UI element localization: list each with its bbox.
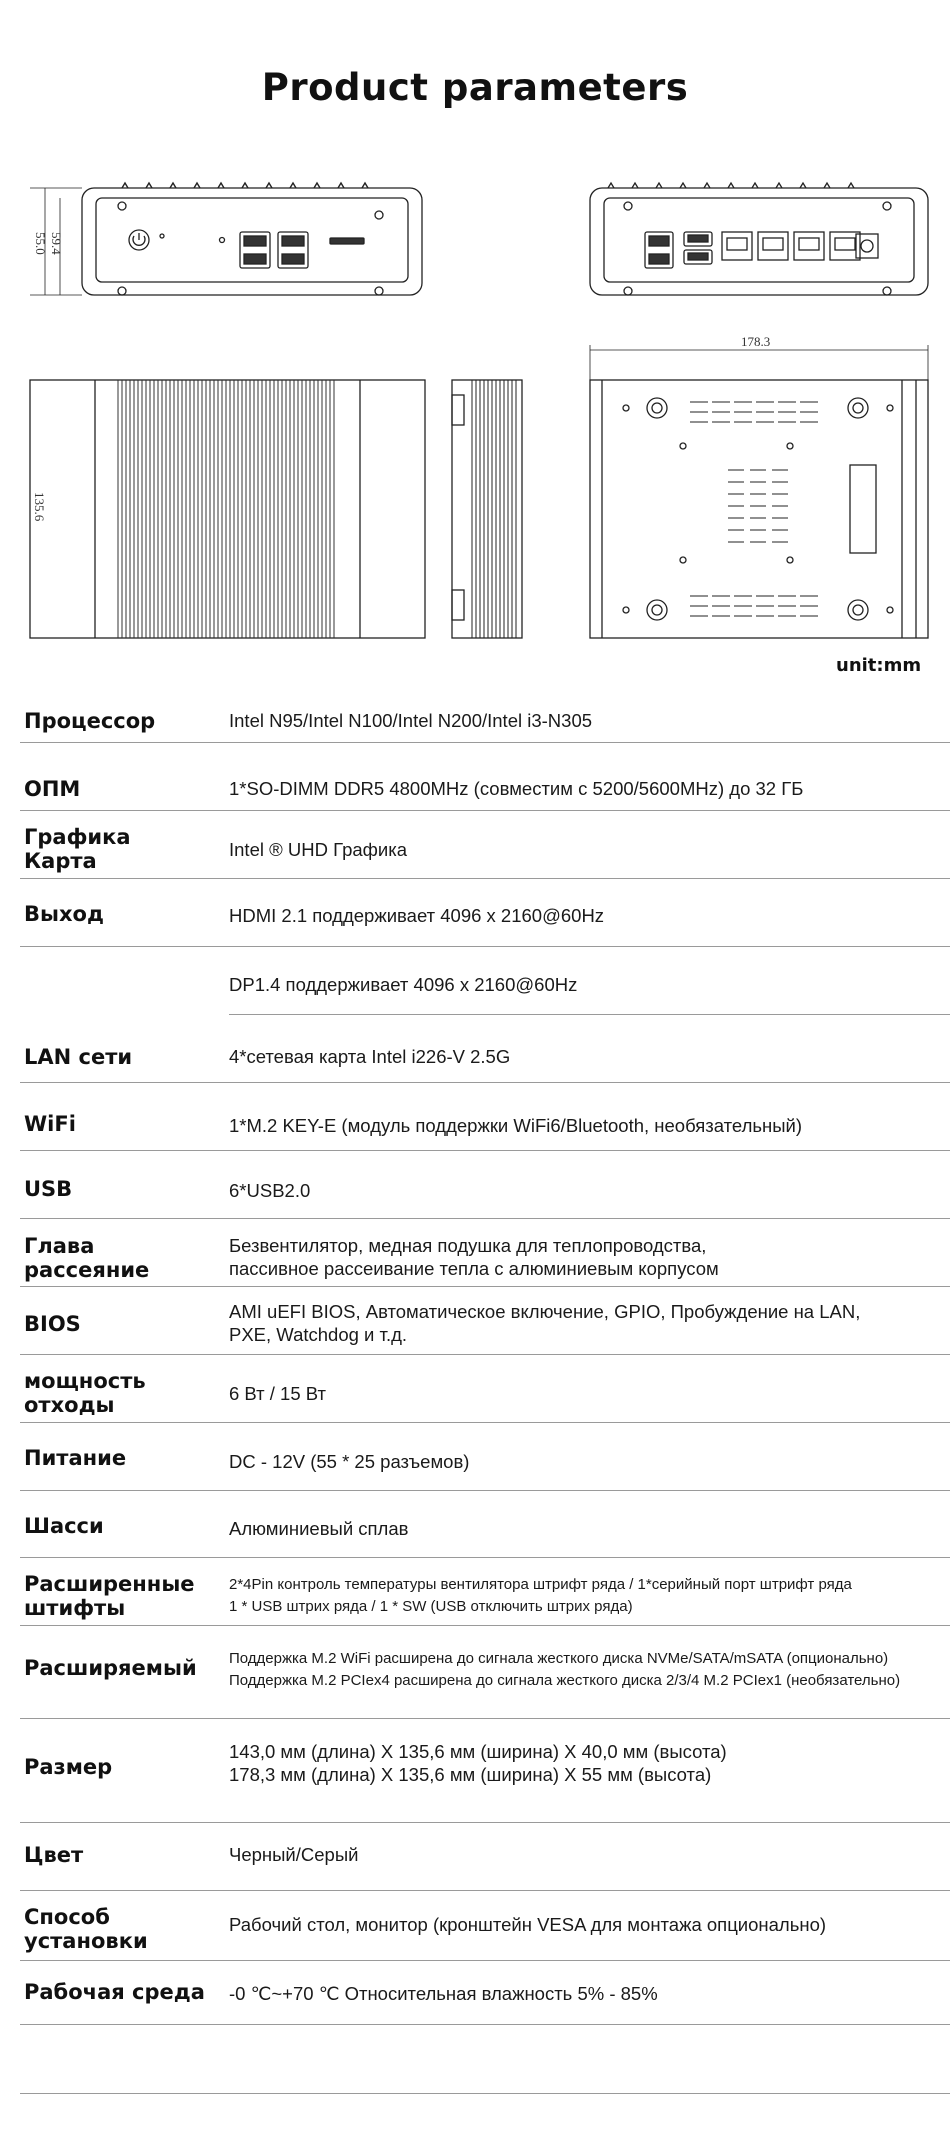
spec-value (229, 777, 803, 800)
spec-label (24, 1177, 72, 1201)
spec-value (229, 709, 592, 732)
spec-label (24, 1980, 205, 2004)
page-title: Product parameters (261, 66, 689, 109)
spec-label (24, 1572, 195, 1620)
spec-value-line: 1 * USB штрих ряда / 1 * SW (USB отключить штрих ряда) (229, 1598, 633, 1615)
row-divider (20, 1354, 950, 1355)
spec-value-line: 2*4Pin контроль температуры вентилятора штрифт ряда / 1*серийный порт штрифт ряда (229, 1576, 852, 1593)
dim-bottom-width: 178.3 (741, 334, 771, 349)
spec-label-line: Выход (24, 902, 104, 926)
spec-value-line: Рабочий стол, монитор (кронштейн VESA для монтажа опционально) (229, 1914, 827, 1935)
spec-label-line: Питание (24, 1446, 127, 1470)
spec-label-line: ОПМ (24, 777, 81, 801)
spec-value-line: 178,3 мм (длина) X 135,6 мм (ширина) X 55 мм (высота) (229, 1764, 712, 1785)
spec-value-line: DP1.4 поддерживает 4096 x 2160@60Hz (229, 974, 578, 995)
spec-value (229, 904, 604, 927)
spec-label-line: USB (24, 1177, 73, 1201)
spec-value (229, 1300, 860, 1346)
spec-value (229, 1450, 469, 1473)
spec-value-line: 1*M.2 KEY-E (модуль поддержки WiFi6/Bluetooth, необязательный) (229, 1115, 803, 1136)
spec-label-line: LAN сети (24, 1045, 133, 1069)
row-divider (20, 1557, 950, 1558)
row-divider (20, 742, 950, 743)
spec-label-line: Расширяемый (24, 1656, 197, 1680)
unit-label: unit:mm (836, 655, 922, 676)
spec-label-line: Способ (24, 1905, 110, 1929)
spec-label (24, 777, 80, 801)
spec-value (229, 1234, 719, 1280)
row-divider (20, 1218, 950, 1219)
spec-label-line: штифты (24, 1596, 126, 1620)
spec-label-line: Цвет (24, 1843, 84, 1867)
back-view (590, 183, 928, 295)
row-divider (20, 1490, 950, 1491)
row-divider (20, 946, 950, 947)
spec-label-line: Рабочая среда (24, 1980, 205, 2004)
dim-front-height-2: 59.4 (49, 232, 64, 255)
spec-value-line: HDMI 2.1 поддерживает 4096 x 2160@60Hz (229, 905, 605, 926)
spec-label-line: мощность (24, 1369, 146, 1393)
spec-value-line: Intel ® UHD Графика (229, 839, 407, 860)
spec-value-line: 1*SO-DIMM DDR5 4800MHz (совместим с 5200/5600MHz) до 32 ГБ (229, 778, 804, 799)
spec-value (229, 1648, 900, 1692)
spec-label-line: WiFi (24, 1112, 76, 1136)
row-divider (20, 1718, 950, 1719)
row-divider (20, 2024, 950, 2025)
spec-label (24, 1234, 149, 1282)
spec-value-line: Черный/Серый (229, 1844, 359, 1865)
spec-value-line: пассивное рассеивание тепла с алюминиевым корпусом (229, 1258, 719, 1279)
spec-label-line: Шасси (24, 1514, 104, 1538)
spec-label (24, 1446, 126, 1470)
spec-label-line: Графика (24, 825, 131, 849)
spec-value-line: Безвентилятор, медная подушка для теплопроводства, (229, 1235, 707, 1256)
spec-value-line: -0 ℃~+70 ℃ Относительная влажность 5% - 85% (229, 1983, 658, 2004)
spec-label (24, 1656, 197, 1680)
spec-value (229, 1114, 802, 1137)
spec-value (229, 1517, 408, 1540)
row-divider (20, 1890, 950, 1891)
spec-value-line: 143,0 мм (длина) X 135,6 мм (ширина) X 40,0 мм (высота) (229, 1741, 727, 1762)
top-view (30, 380, 425, 638)
spec-label (24, 902, 104, 926)
spec-value (229, 1574, 852, 1618)
dim-front-height-1: 55.0 (33, 232, 48, 255)
side-view (452, 380, 522, 638)
row-divider (229, 1014, 950, 1015)
front-view (82, 183, 422, 295)
spec-label-line: отходы (24, 1393, 115, 1417)
spec-label (24, 1755, 112, 1779)
spec-value (229, 1179, 310, 1202)
row-divider (20, 1082, 950, 1083)
spec-label-line: Процессор (24, 709, 156, 733)
spec-value-line: AMI uEFI BIOS, Автоматическое включение, GPIO, Пробуждение на LAN, (229, 1301, 861, 1322)
spec-value-line: Алюминиевый сплав (229, 1518, 409, 1539)
spec-value (229, 973, 577, 996)
spec-label-line: BIOS (24, 1312, 81, 1336)
spec-value-line: PXE, Watchdog и т.д. (229, 1324, 408, 1345)
spec-value-line: Поддержка M.2 WiFi расширена до сигнала жесткого диска NVMe/SATA/mSATA (опционально) (229, 1650, 889, 1667)
spec-value (229, 1913, 826, 1936)
table-end-divider (20, 2093, 950, 2094)
spec-label-line: Расширенные (24, 1572, 195, 1596)
spec-label-line: Глава (24, 1234, 95, 1258)
row-divider (20, 1822, 950, 1823)
spec-value (229, 1382, 326, 1405)
spec-label (24, 1843, 83, 1867)
spec-label-line: установки (24, 1929, 148, 1953)
dim-side-height: 135.6 (32, 492, 47, 522)
spec-value (229, 838, 407, 861)
technical-drawing (0, 160, 950, 680)
spec-label (24, 1312, 81, 1336)
spec-label (24, 1045, 132, 1069)
spec-label (24, 709, 155, 733)
spec-value-line: DC - 12V (55 * 25 разъемов) (229, 1451, 470, 1472)
spec-value (229, 1843, 358, 1866)
spec-label (24, 1905, 148, 1953)
row-divider (20, 1286, 950, 1287)
spec-value (229, 1045, 510, 1068)
spec-label (24, 1112, 76, 1136)
spec-label-line: Размер (24, 1755, 113, 1779)
spec-label-line: Карта (24, 849, 97, 873)
spec-value (229, 1982, 658, 2005)
spec-value-line: Поддержка M.2 PCIex4 расширена до сигнала жесткого диска 2/3/4 M.2 PCIex1 (необязательно) (229, 1672, 901, 1689)
spec-value (229, 1740, 727, 1786)
spec-label-line: рассеяние (24, 1258, 150, 1282)
spec-label (24, 1369, 146, 1417)
spec-value-line: 6 Вт / 15 Вт (229, 1383, 326, 1404)
spec-label (24, 1514, 104, 1538)
spec-value-line: 4*сетевая карта Intel i226-V 2.5G (229, 1046, 511, 1067)
row-divider (20, 810, 950, 811)
row-divider (20, 1625, 950, 1626)
row-divider (20, 1150, 950, 1151)
row-divider (20, 878, 950, 879)
row-divider (20, 1960, 950, 1961)
bottom-view (590, 345, 928, 638)
spec-label (24, 825, 131, 873)
row-divider (20, 1422, 950, 1423)
spec-value-line: 6*USB2.0 (229, 1180, 311, 1201)
spec-value-line: Intel N95/Intel N100/Intel N200/Intel i3-N305 (229, 710, 593, 731)
